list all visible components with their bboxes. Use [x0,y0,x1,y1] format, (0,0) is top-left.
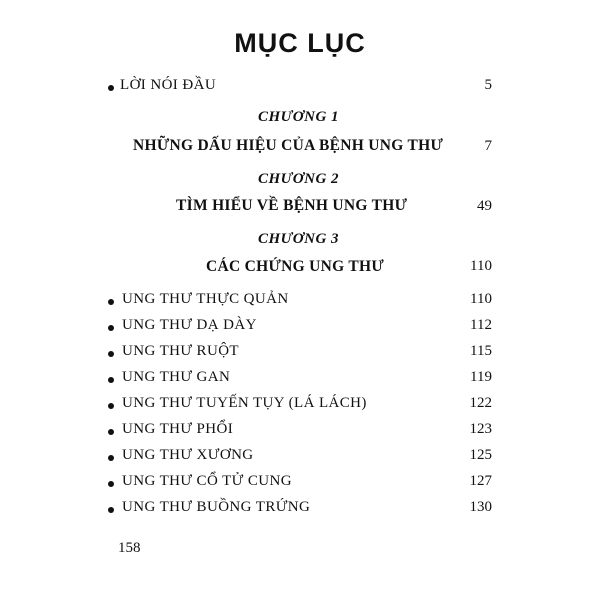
page-number: 158 [118,540,141,556]
toc-entry[interactable]: UNG THƯ RUỘT [122,343,239,359]
bullet-icon [108,403,114,409]
toc-entry[interactable]: UNG THƯ BUỒNG TRỨNG [122,499,311,515]
bullet-icon [108,507,114,513]
toc-entry[interactable]: UNG THƯ XƯƠNG [122,447,254,463]
toc-entry-chapter-3[interactable]: CÁC CHỨNG UNG THƯ [206,258,385,275]
toc-page-number: 127 [469,473,492,489]
toc-page-number: 7 [484,138,492,154]
bullet-icon [108,377,114,383]
toc-page-number: 110 [470,291,492,307]
chapter-label: CHƯƠNG 2 [258,171,340,187]
toc-page-number: 112 [470,317,492,333]
chapter-label: CHƯƠNG 1 [258,109,340,125]
toc-page-number: 119 [470,369,492,385]
toc-entry[interactable]: UNG THƯ THỰC QUẢN [122,291,289,307]
bullet-icon [108,299,114,305]
toc-page-number: 5 [484,77,492,93]
toc-entry[interactable]: UNG THƯ TUYẾN TỤY (LÁ LÁCH) [122,395,367,411]
bullet-icon [108,455,114,461]
bullet-icon [108,85,114,91]
toc-page-number: 123 [469,421,492,437]
toc-entry-chapter-2[interactable]: TÌM HIỂU VỀ BỆNH UNG THƯ [176,197,408,214]
toc-page-number: 49 [477,198,492,214]
toc-page-number: 122 [469,395,492,411]
toc-entry-chapter-1[interactable]: NHỮNG DẤU HIỆU CỦA BỆNH UNG THƯ [133,137,444,154]
toc-entry[interactable]: UNG THƯ DẠ DÀY [122,317,257,333]
toc-page-number: 115 [470,343,492,359]
chapter-label: CHƯƠNG 3 [258,231,340,247]
toc-page-number: 125 [469,447,492,463]
bullet-icon [108,481,114,487]
toc-page-number: 110 [470,258,492,274]
bullet-icon [108,351,114,357]
toc-entry[interactable]: UNG THƯ CỔ TỬ CUNG [122,473,292,489]
toc-page-number: 130 [469,499,492,515]
toc-entry-preface[interactable]: LỜI NÓI ĐẦU [120,77,217,93]
page-title: MỤC LỤC [234,28,366,58]
toc-entry[interactable]: UNG THƯ GAN [122,369,231,385]
toc-entry[interactable]: UNG THƯ PHỔI [122,421,234,437]
bullet-icon [108,325,114,331]
bullet-icon [108,429,114,435]
